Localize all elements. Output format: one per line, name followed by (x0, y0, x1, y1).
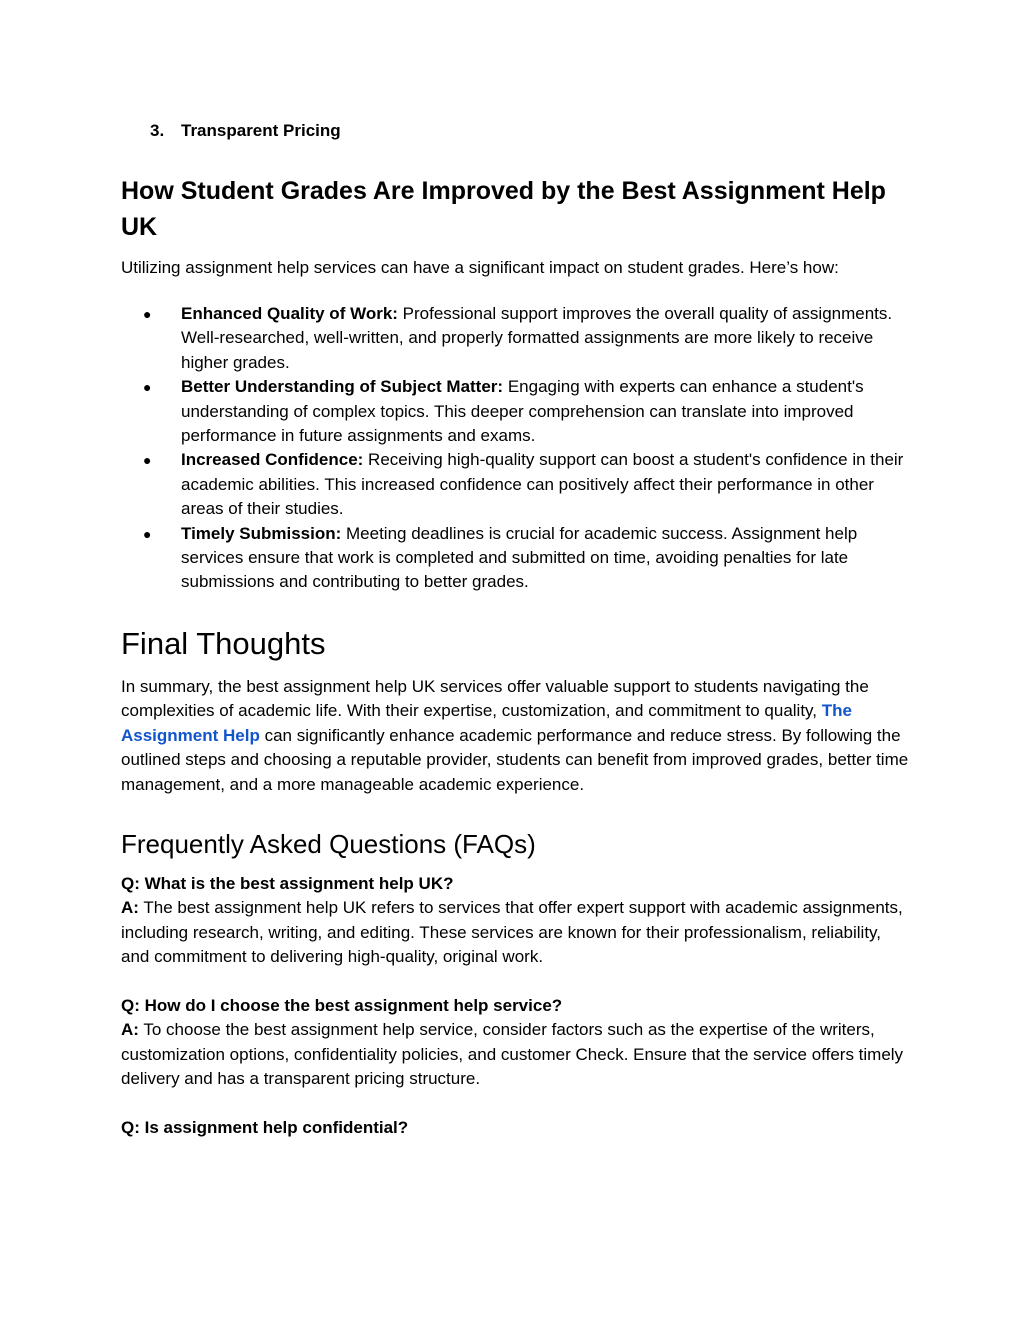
final-text-after: can significantly enhance academic performance and reduce stress. By following the outlined steps and choosing a reputable provider, students can benefit from improved grades, better time management, and a more manageable academic experience. (121, 725, 909, 794)
faq-question: Q: How do I choose the best assignment help service? (121, 996, 563, 1015)
bullet-icon: ● (143, 306, 152, 322)
bullet-text: Professional support improves the overall quality of assignments. Well-researched, well-written, and properly formatted assignments are more likely to receive higher grades. (181, 304, 893, 372)
faq-answer-label: A: (121, 1020, 139, 1040)
bullet-title: Better Understanding of Subject Matter: (181, 377, 504, 397)
faq-item (121, 1116, 911, 1140)
bullet-text: Engaging with experts can enhance a student's understanding of complex topics. This deeper comprehension can translate into improved performance in future assignments and exams. (181, 377, 864, 446)
bullet-title: Timely Submission: (181, 523, 342, 543)
final-thoughts-paragraph (121, 675, 911, 797)
bullet-text: Meeting deadlines is crucial for academic success. Assignment help services ensure that work is completed and submitted on time, avoiding penalties for late submissions and contributing to better grades. (181, 523, 858, 592)
faq-question: Q: What is the best assignment help UK? (121, 874, 454, 893)
bullet-icon: ● (143, 525, 152, 542)
faq-answer: To choose the best assignment help service, consider factors such as the expertise of the writers, customization options, confidentiality policies, and customer Check. Ensure that the service offers timely delivery and has a transparent pricing structure. (121, 1020, 904, 1089)
bullet-icon: ● (143, 452, 152, 469)
bullet-text: Receiving high-quality support can boost a student's confidence in their academic abilities. This increased confidence can positively affect their performance in other areas of their studies. (181, 450, 904, 519)
faq-answer: The best assignment help UK refers to services that offer expert support with academic assignments, including research, writing, and editing. These services are known for their professionalism, reliability, and commitment to delivering high-quality, original work. (121, 898, 903, 967)
grades-bullet-list (121, 302, 911, 595)
bullet-title: Increased Confidence: (181, 450, 364, 470)
bullet-icon: ● (143, 379, 152, 396)
list-item-label: Transparent Pricing (181, 121, 341, 140)
list-item (121, 448, 911, 521)
the-assignment-help-link[interactable]: The Assignment Help (121, 701, 852, 745)
bullet-title: Enhanced Quality of Work: (181, 304, 398, 323)
grades-intro-paragraph: Utilizing assignment help services can have a significant impact on student grades. Here’s how: (121, 258, 839, 277)
faq-answer-label: A: (121, 898, 139, 918)
section-heading-final-thoughts: Final Thoughts (121, 626, 326, 661)
list-item (121, 522, 911, 595)
section-heading-grades: How Student Grades Are Improved by the Best Assignment Help UK (121, 177, 886, 241)
faq-item (121, 872, 911, 970)
faq-item (121, 994, 911, 1092)
list-item (121, 375, 911, 448)
list-item (121, 302, 911, 375)
faq-question: Q: Is assignment help confidential? (121, 1118, 409, 1137)
final-text-before: In summary, the best assignment help UK services offer valuable support to students navigating the complexities of academic life. With their expertise, customization, and commitment to quality, (121, 677, 869, 721)
list-number: 3. (150, 121, 165, 140)
section-heading-faqs: Frequently Asked Questions (FAQs) (121, 829, 536, 859)
numbered-list-item (150, 120, 341, 142)
